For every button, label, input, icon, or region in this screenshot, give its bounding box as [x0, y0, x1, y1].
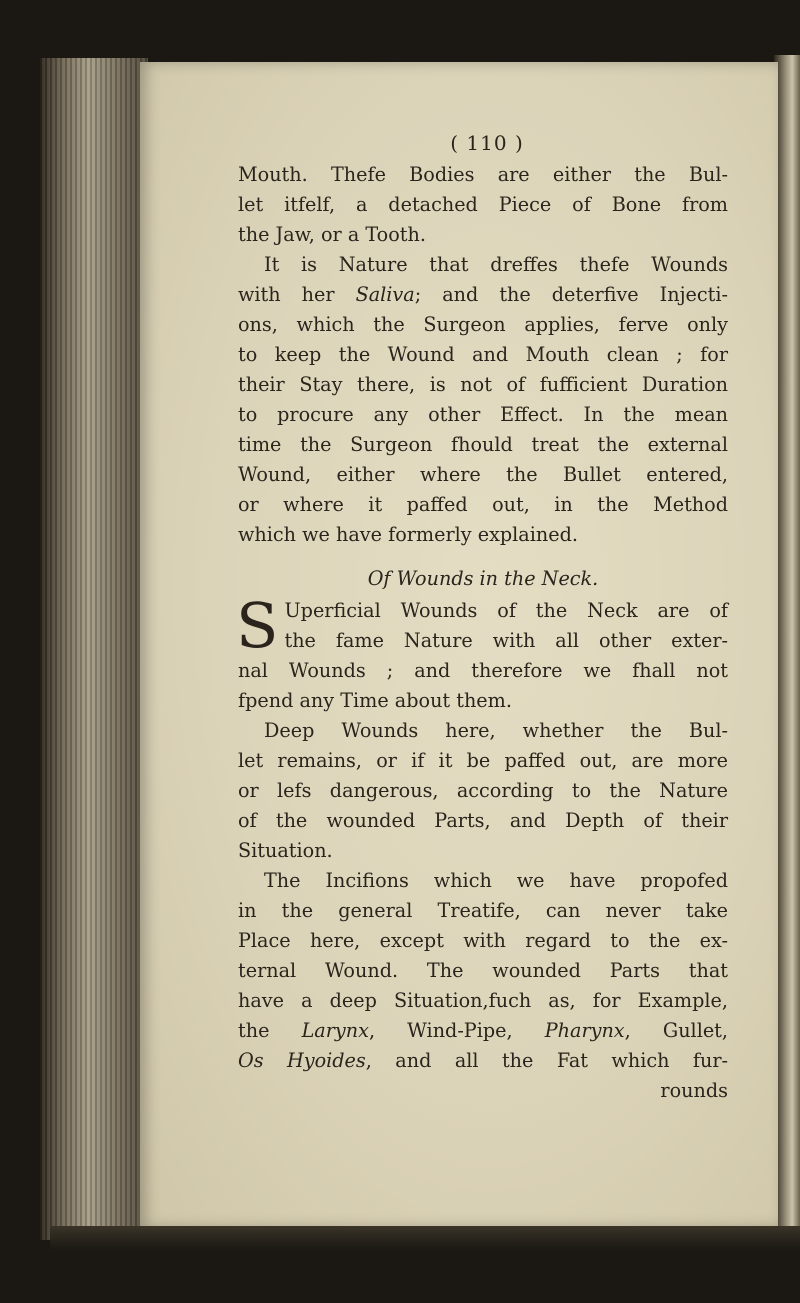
text-line: Situation.	[238, 839, 333, 862]
book-edge-left	[40, 58, 148, 1240]
text-line: ternal Wound. The wounded Parts that	[238, 959, 728, 982]
italic-term: Saliva	[355, 283, 415, 306]
text-line: fpend any Time about them.	[238, 689, 512, 712]
text-line	[238, 280, 728, 310]
page-number: ( 110 )	[450, 131, 524, 155]
text-line	[238, 1046, 728, 1076]
text-line: the fame Nature with all other exter-	[284, 629, 728, 652]
italic-term: Pharynx	[544, 1019, 625, 1042]
text-run: , and all the Fat which fur-	[365, 1049, 728, 1072]
text-line: ons, which the Surgeon applies, ferve only	[238, 313, 728, 336]
text-line: to keep the Wound and Mouth clean ; for	[238, 343, 728, 366]
text-run: with her	[238, 283, 356, 306]
text-line: which we have formerly explained.	[238, 523, 578, 546]
catchword: rounds	[660, 1079, 728, 1102]
text-run: , Wind-Pipe,	[368, 1019, 545, 1042]
text-line: in the general Treatife, can never take	[238, 899, 728, 922]
text-line: It is Nature that dreffes thefe Wounds	[264, 253, 728, 276]
text-line: of the wounded Parts, and Depth of their	[238, 809, 728, 832]
text-line: time the Surgeon fhould treat the external	[238, 433, 728, 456]
text-line: to procure any other Effect. In the mean	[238, 403, 728, 426]
text-line: Uperficial Wounds of the Neck are of	[284, 599, 728, 622]
text-line: have a deep Situation,fuch as, for Example,	[238, 989, 728, 1012]
text-line: Deep Wounds here, whether the Bul-	[264, 719, 728, 742]
text-line	[238, 1016, 728, 1046]
text-line: or where it paffed out, in the Method	[238, 493, 728, 516]
text-line: or lefs dangerous, according to the Nature	[238, 779, 728, 802]
page-bottom-shadow	[50, 1226, 800, 1250]
text-line: their Stay there, is not of fufficient Duration	[238, 373, 728, 396]
text-line: let itfelf, a detached Piece of Bone from	[238, 193, 728, 216]
text-line: The Incifions which we have propofed	[264, 869, 728, 892]
section-heading: Of Wounds in the Neck.	[367, 567, 599, 590]
italic-term: Larynx	[301, 1019, 369, 1042]
text-line: the Jaw, or a Tooth.	[238, 223, 426, 246]
drop-cap: S	[236, 589, 279, 662]
italic-term: Os Hyoides	[238, 1049, 366, 1072]
text-run: , Gullet,	[624, 1019, 728, 1042]
text-line: Place here, except with regard to the ex-	[238, 929, 728, 952]
text-line: let remains, or if it be paffed out, are more	[238, 749, 728, 772]
paragraph-with-dropcap	[236, 589, 728, 716]
text-line: Wound, either where the Bullet entered,	[238, 463, 728, 486]
text-run: the	[238, 1019, 302, 1042]
text-line: nal Wounds ; and therefore we fhall not	[238, 659, 728, 682]
text-run: ; and the deterfive Injecti-	[414, 283, 728, 306]
page-text	[238, 128, 728, 1106]
text-line: Mouth. Thefe Bodies are either the Bul-	[238, 163, 728, 186]
